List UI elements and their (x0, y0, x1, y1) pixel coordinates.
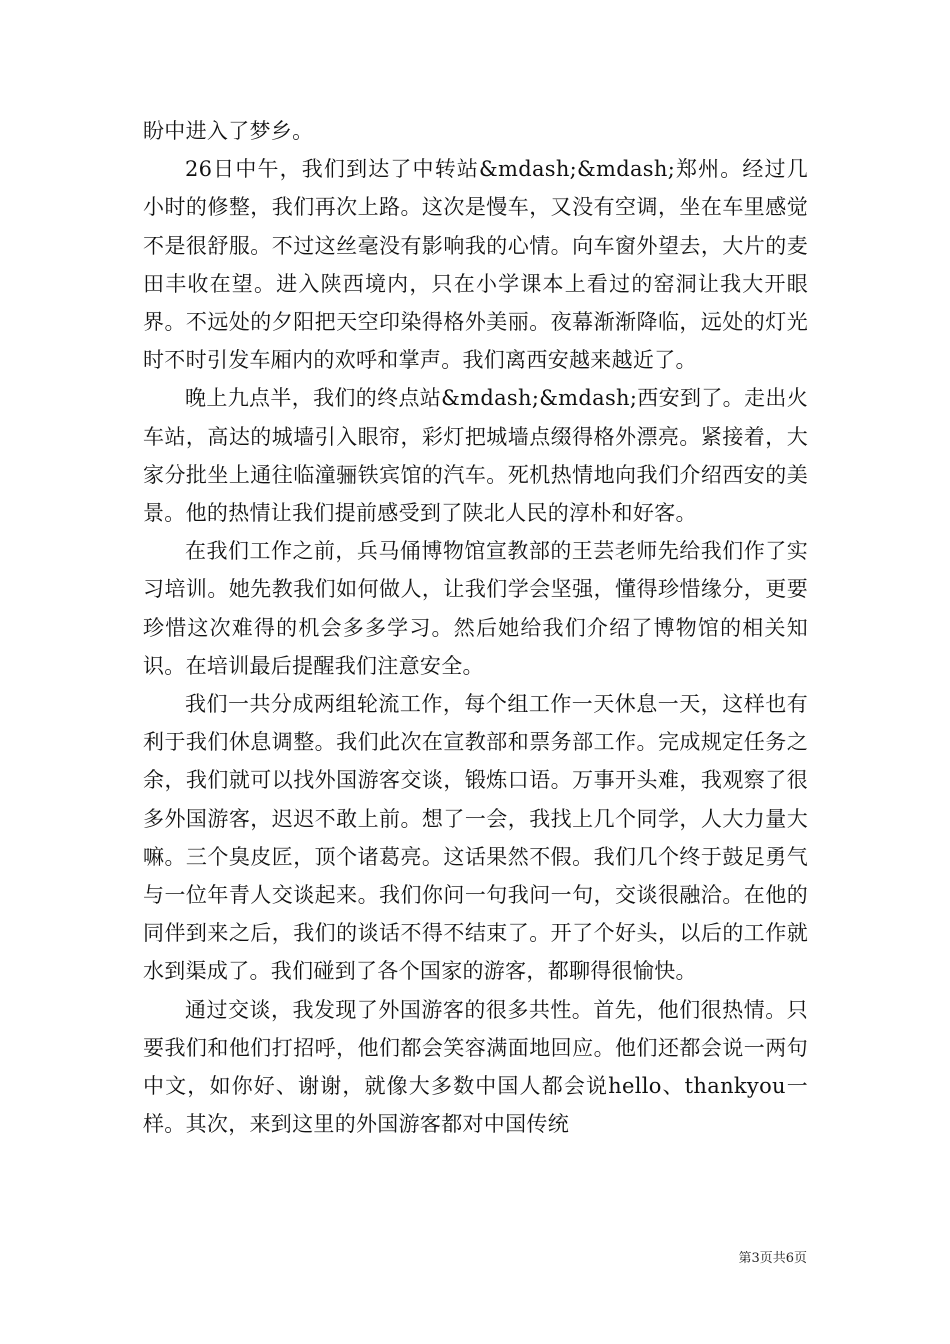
paragraph-xian-arrival: 晚上九点半，我们的终点站&mdash;&mdash;西安到了。走出火车站，高达的城墙引入眼帘，彩灯把城墙点缀得格外漂亮。紧接着，大家分批坐上通往临潼骊铁宾馆的汽车。死机热情地向我们介绍西安的美景。他的热情让我们提前感受到了陕北人民的淳朴和好客。 (143, 386, 808, 526)
paragraph-continuation: 盼中进入了梦乡。 (143, 119, 314, 143)
paragraph-work-groups: 我们一共分成两组轮流工作，每个组工作一天休息一天，这样也有利于我们休息调整。我们此次在宣教部和票务部工作。完成规定任务之余，我们就可以找外国游客交谈，锻炼口语。万事开头难，我观察了很多外国游客，迟迟不敢上前。想了一会，我找上几个同学，人大力量大嘛。三个臭皮匠，顶个诸葛亮。这话果然不假。我们几个终于鼓足勇气与一位年青人交谈起来。我们你问一句我问一句，交谈很融洽。在他的同伴到来之后，我们的谈话不得不结束了。开了个好头，以后的工作就水到渠成了。我们碰到了各个国家的游客，都聊得很愉快。 (143, 692, 808, 984)
page-number: 第3页共6页 (738, 1251, 807, 1266)
paragraph-foreign-tourists: 通过交谈，我发现了外国游客的很多共性。首先，他们很热情。只要我们和他们打招呼，他们都会笑容满面地回应。他们还都会说一两句中文，如你好、谢谢，就像大多数中国人都会说hello、thankyou一样。其次，来到这里的外国游客都对中国传统 (143, 997, 808, 1137)
paragraph-zhengzhou: 26日中午，我们到达了中转站&mdash;&mdash;郑州。经过几小时的修整，我们再次上路。这次是慢车，又没有空调，坐在车里感觉不是很舒服。不过这丝毫没有影响我的心情。向车窗外望去，大片的麦田丰收在望。进入陕西境内，只在小学课本上看过的窑洞让我大开眼界。不远处的夕阳把天空印染得格外美丽。夜幕渐渐降临，远处的灯光时不时引发车厢内的欢呼和掌声。我们离西安越来越近了。 (143, 157, 808, 373)
paragraph-training: 在我们工作之前，兵马俑博物馆宣教部的王芸老师先给我们作了实习培训。她先教我们如何做人，让我们学会坚强，懂得珍惜缘分，更要珍惜这次难得的机会多多学习。然后她给我们介绍了博物馆的相关知识。在培训最后提醒我们注意安全。 (143, 539, 808, 678)
document-body (143, 112, 808, 1143)
